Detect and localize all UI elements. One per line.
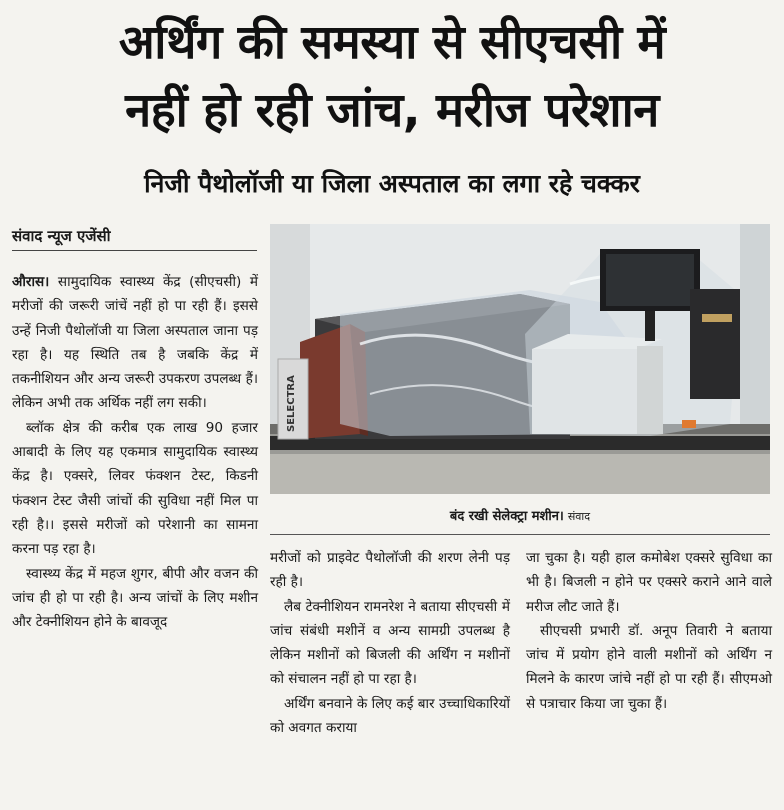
machine-label: SELECTRA (286, 375, 297, 432)
dateline: औरास। (12, 274, 50, 290)
news-photo (270, 224, 770, 494)
paragraph-text: सामुदायिक स्वास्थ्य केंद्र (सीएचसी) में मरीजों की जरूरी जांचें नहीं हो पा रही हैं। इससे उन्हें निजी पैथोलॉजी या जिला अस्पताल जाना पड़ रहा है। यह स्थिति तब है जबकि केंद्र में तकनीशियन और अन्य जरूरी उपकरण उपलब्ध हैं। लेकिन अभी तक अर्थिक नहीं लग सकी। (12, 274, 259, 412)
selectra-machine-photo (270, 224, 770, 494)
paragraph: अर्थिंग बनवाने के लिए कई बार उच्चाधिकारियों को अवगत कराया (270, 695, 510, 737)
paragraph: मरीजों को प्राइवेट पैथोलॉजी की शरण लेनी पड़ रही है। (270, 550, 510, 591)
paragraph: सीएचसी प्रभारी डॉ. अनूप तिवारी ने बताया जांच में प्रयोग होने वाली मशीनों को अर्थिंग न मिलने के कारण जांचे नहीं हो पा रही हैं। सीएमओ से पत्राचार किया जा चुका हैं। (526, 622, 772, 712)
headline-line-2: नहीं हो रही जांच, मरीज परेशान (125, 83, 659, 138)
paragraph (12, 270, 258, 416)
subheadline: निजी पैथोलॉजी या जिला अस्पताल का लगा रहे चक्कर (144, 169, 640, 198)
article-column-2 (270, 546, 510, 740)
caption-credit: संवाद (567, 510, 591, 523)
photo-caption (270, 508, 770, 526)
caption-text: बंद रखी सेलेक्ट्रा मशीन। (449, 509, 564, 524)
headline-line-1: अर्थिंग की समस्या से सीएचसी में (118, 15, 666, 70)
paragraph: जा चुका है। यही हाल कमोबेश एक्सरे सुविधा का भी है। बिजली न होने पर एक्सरे कराने आने वाले मरीज लौट जाते हैं। (526, 550, 772, 615)
paragraph: स्वास्थ्य केंद्र में महज शुगर, बीपी और वजन की जांच ही हो पा रही है। अन्य जांचों के लिए मशीन और टेक्नीशियन होने के बावजूद (12, 565, 258, 631)
article-column-1 (12, 270, 258, 634)
byline: संवाद न्यूज एजेंसी (12, 227, 111, 245)
byline-divider (12, 250, 257, 251)
paragraph: लैब टेक्नीशियन रामनरेश ने बताया सीएचसी में जांच संबंधी मशीनें व अन्य सामग्री उपलब्ध है लेकिन मशीनों को बिजली की अर्थिंग न मशीनों को संचालन नहीं हो पा रहा है। (270, 598, 510, 688)
headline (0, 14, 784, 140)
caption-divider (270, 534, 770, 535)
paragraph: ब्लॉक क्षेत्र की करीब एक लाख 90 हजार आबादी के लिए यह एकमात्र सामुदायिक स्वास्थ्य केंद्र है। एक्सरे, लिवर फंक्शन टेस्ट, किडनी फंक्शन टेस्ट जैसी जांचों की सुविधा नहीं मिल पा रही है।। इससे मरीजों को परेशानी का सामना करना पड़ रहा है। (12, 419, 258, 558)
article-column-3 (526, 546, 772, 716)
